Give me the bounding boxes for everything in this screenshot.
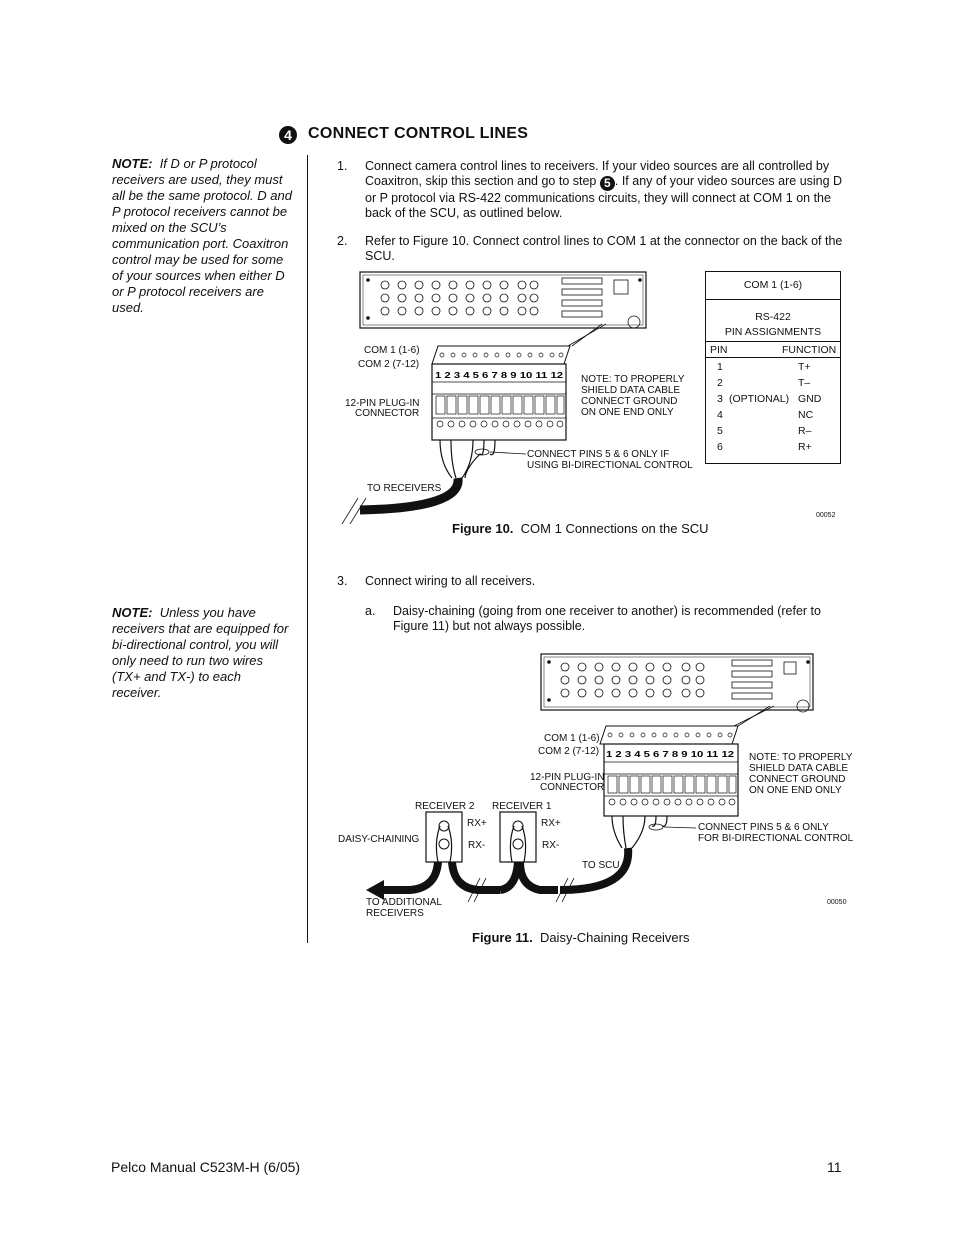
step-2-number: 2. <box>337 234 348 248</box>
col-pin-header: PIN <box>710 344 728 356</box>
receiver-1-box <box>500 812 536 862</box>
receiver-2-box <box>426 812 462 862</box>
note-label: NOTE: <box>112 156 153 171</box>
fig11-pin-numbers: 1 2 3 4 5 6 7 8 9 10 11 12 <box>606 749 735 759</box>
fig10-note-line: SHIELD DATA CABLE <box>581 385 681 396</box>
step-number-badge: 4 <box>279 126 297 144</box>
fig11-com1-label: COM 1 (1-6) <box>544 733 600 744</box>
substep-a-letter: a. <box>365 604 376 618</box>
row-pin: 5 <box>717 425 723 437</box>
row-pin: 6 <box>717 441 723 453</box>
figure-11-caption <box>472 930 690 945</box>
section-title: CONNECT CONTROL LINES <box>308 125 529 142</box>
step-3-text: Connect wiring to all receivers. <box>365 574 536 588</box>
fig10-to-receivers: TO RECEIVERS <box>367 483 442 494</box>
fig11-to-additional <box>366 897 442 919</box>
figure-10-caption <box>452 521 709 536</box>
fig10-plug-label-2: CONNECTOR <box>355 408 420 419</box>
fig10-plug-label-1: 12-PIN PLUG-IN <box>345 398 420 409</box>
fig11-note-line: CONNECT GROUND <box>749 774 846 785</box>
fig11-daisy-label: DAISY-CHAINING <box>338 834 420 845</box>
fig11-rx-minus-1: RX- <box>542 840 560 851</box>
row-note: (OPTIONAL) <box>729 393 790 405</box>
fig10-note-line: NOTE: TO PROPERLY <box>581 374 685 385</box>
fig11-receiver-2-label: RECEIVER 2 <box>415 801 475 812</box>
pin-connector <box>600 726 738 816</box>
caption-text: COM 1 Connections on the SCU <box>520 521 709 536</box>
pin-assignment-table <box>705 271 841 464</box>
row-function: T– <box>798 377 811 389</box>
row-pin: 3 <box>717 393 723 405</box>
note-text: Unless you have receivers that are equipped for bi-directional control, you will only need to run two wires (TX+ and TX-) to each receiver. <box>112 605 289 700</box>
fig10-shield-note <box>581 374 684 418</box>
fig11-pins56-note <box>698 822 853 844</box>
row-function: T+ <box>798 361 811 373</box>
fig10-note-line: ON ONE END ONLY <box>581 407 674 418</box>
fig11-code: 00050 <box>827 899 847 906</box>
row-function: R+ <box>798 441 812 453</box>
substep-a-text: Daisy-chaining (going from one receiver to another) is recommended (refer to Figure 11) but not always possible. <box>393 604 821 633</box>
step-1-text-a: Connect camera control lines to receivers. If your video sources are all controlled by Coaxitron, skip this section and go to step <box>365 159 830 188</box>
footer-manual-id: Pelco Manual C523M-H (6/05) <box>111 1159 301 1175</box>
fig11-pins56-line: FOR BI-DIRECTIONAL CONTROL <box>698 833 854 844</box>
table-row <box>706 393 840 409</box>
col-function-header: FUNCTION <box>782 344 837 356</box>
row-pin: 4 <box>717 409 723 421</box>
row-pin: 2 <box>717 377 723 389</box>
table-row <box>706 425 840 441</box>
caption-label: Figure 10. <box>452 521 514 536</box>
pin-connector <box>432 346 570 440</box>
scu-rear-panel <box>360 272 646 328</box>
table-sub2: PIN ASSIGNMENTS <box>724 326 822 338</box>
fig10-com2-label: COM 2 (7-12) <box>358 359 420 370</box>
step-2-text: Refer to Figure 10. Connect control lines to COM 1 at the connector on the back of the SCU. <box>365 234 843 263</box>
fig11-note-line: NOTE: TO PROPERLY <box>749 752 853 763</box>
note-label: NOTE: <box>112 605 153 620</box>
table-row <box>706 441 840 457</box>
row-pin: 1 <box>717 361 723 373</box>
fig11-com2-label: COM 2 (7-12) <box>538 746 600 757</box>
scu-rear-panel <box>541 654 813 712</box>
fig10-pin-numbers: 1 2 3 4 5 6 7 8 9 10 11 12 <box>435 370 564 380</box>
step-5-badge: 5 <box>600 176 615 191</box>
caption-label: Figure 11. <box>472 930 533 945</box>
step-1-number: 1. <box>337 159 348 173</box>
fig11-to-additional-line: RECEIVERS <box>366 908 424 919</box>
row-function: NC <box>798 409 814 421</box>
step-1-text <box>365 159 843 221</box>
column-divider <box>307 155 308 943</box>
table-row <box>706 409 840 425</box>
fig10-com1-label: COM 1 (1-6) <box>364 345 420 356</box>
fig11-to-scu: TO SCU <box>582 860 620 871</box>
table-row <box>706 377 840 393</box>
fig11-plug-label-1: 12-PIN PLUG-IN <box>530 772 605 783</box>
row-function: GND <box>798 393 822 405</box>
step-1-text-b: . If any of your video sources are using D or P protocol via RS-422 communications circuits, they will connect at COM 1 on the back of the SCU, as outlined below. <box>365 174 843 220</box>
fig11-rx-minus-2: RX- <box>468 840 486 851</box>
note-bidirectional <box>112 605 292 701</box>
note-text: If D or P protocol receivers are used, they must all be the same protocol. D and P protocol receivers cannot be mixed on the SCU’s communication port. Coaxitron control may be used for some of your sources when either D or P protocol receivers are used. <box>112 156 292 315</box>
fig11-to-additional-line: TO ADDITIONAL <box>366 897 442 908</box>
table-row <box>706 361 840 377</box>
caption-text: Daisy-Chaining Receivers <box>539 930 690 945</box>
fig11-rx-plus-2: RX+ <box>467 818 487 829</box>
fig11-plug-label-2: CONNECTOR <box>540 782 605 793</box>
fig10-note-line: CONNECT GROUND <box>581 396 678 407</box>
table-sub1: RS-422 <box>755 311 791 323</box>
row-function: R– <box>798 425 812 437</box>
fig11-pins56-line: CONNECT PINS 5 & 6 ONLY <box>698 822 829 833</box>
fig11-rx-plus-1: RX+ <box>541 818 561 829</box>
table-title: COM 1 (1-6) <box>743 279 803 291</box>
footer-page-number: 11 <box>827 1159 842 1175</box>
fig10-pins56-line: USING BI-DIRECTIONAL CONTROL <box>527 460 693 471</box>
note-protocol <box>112 156 292 316</box>
fig10-pins56-line: CONNECT PINS 5 & 6 ONLY IF <box>527 449 670 460</box>
fig11-receiver-1-label: RECEIVER 1 <box>492 801 552 812</box>
fig11-shield-note <box>749 752 852 796</box>
fig10-pins56-note <box>527 449 693 471</box>
step-3-number: 3. <box>337 574 348 588</box>
fig11-note-line: SHIELD DATA CABLE <box>749 763 849 774</box>
fig11-note-line: ON ONE END ONLY <box>749 785 842 796</box>
fig10-code: 00052 <box>816 512 836 519</box>
